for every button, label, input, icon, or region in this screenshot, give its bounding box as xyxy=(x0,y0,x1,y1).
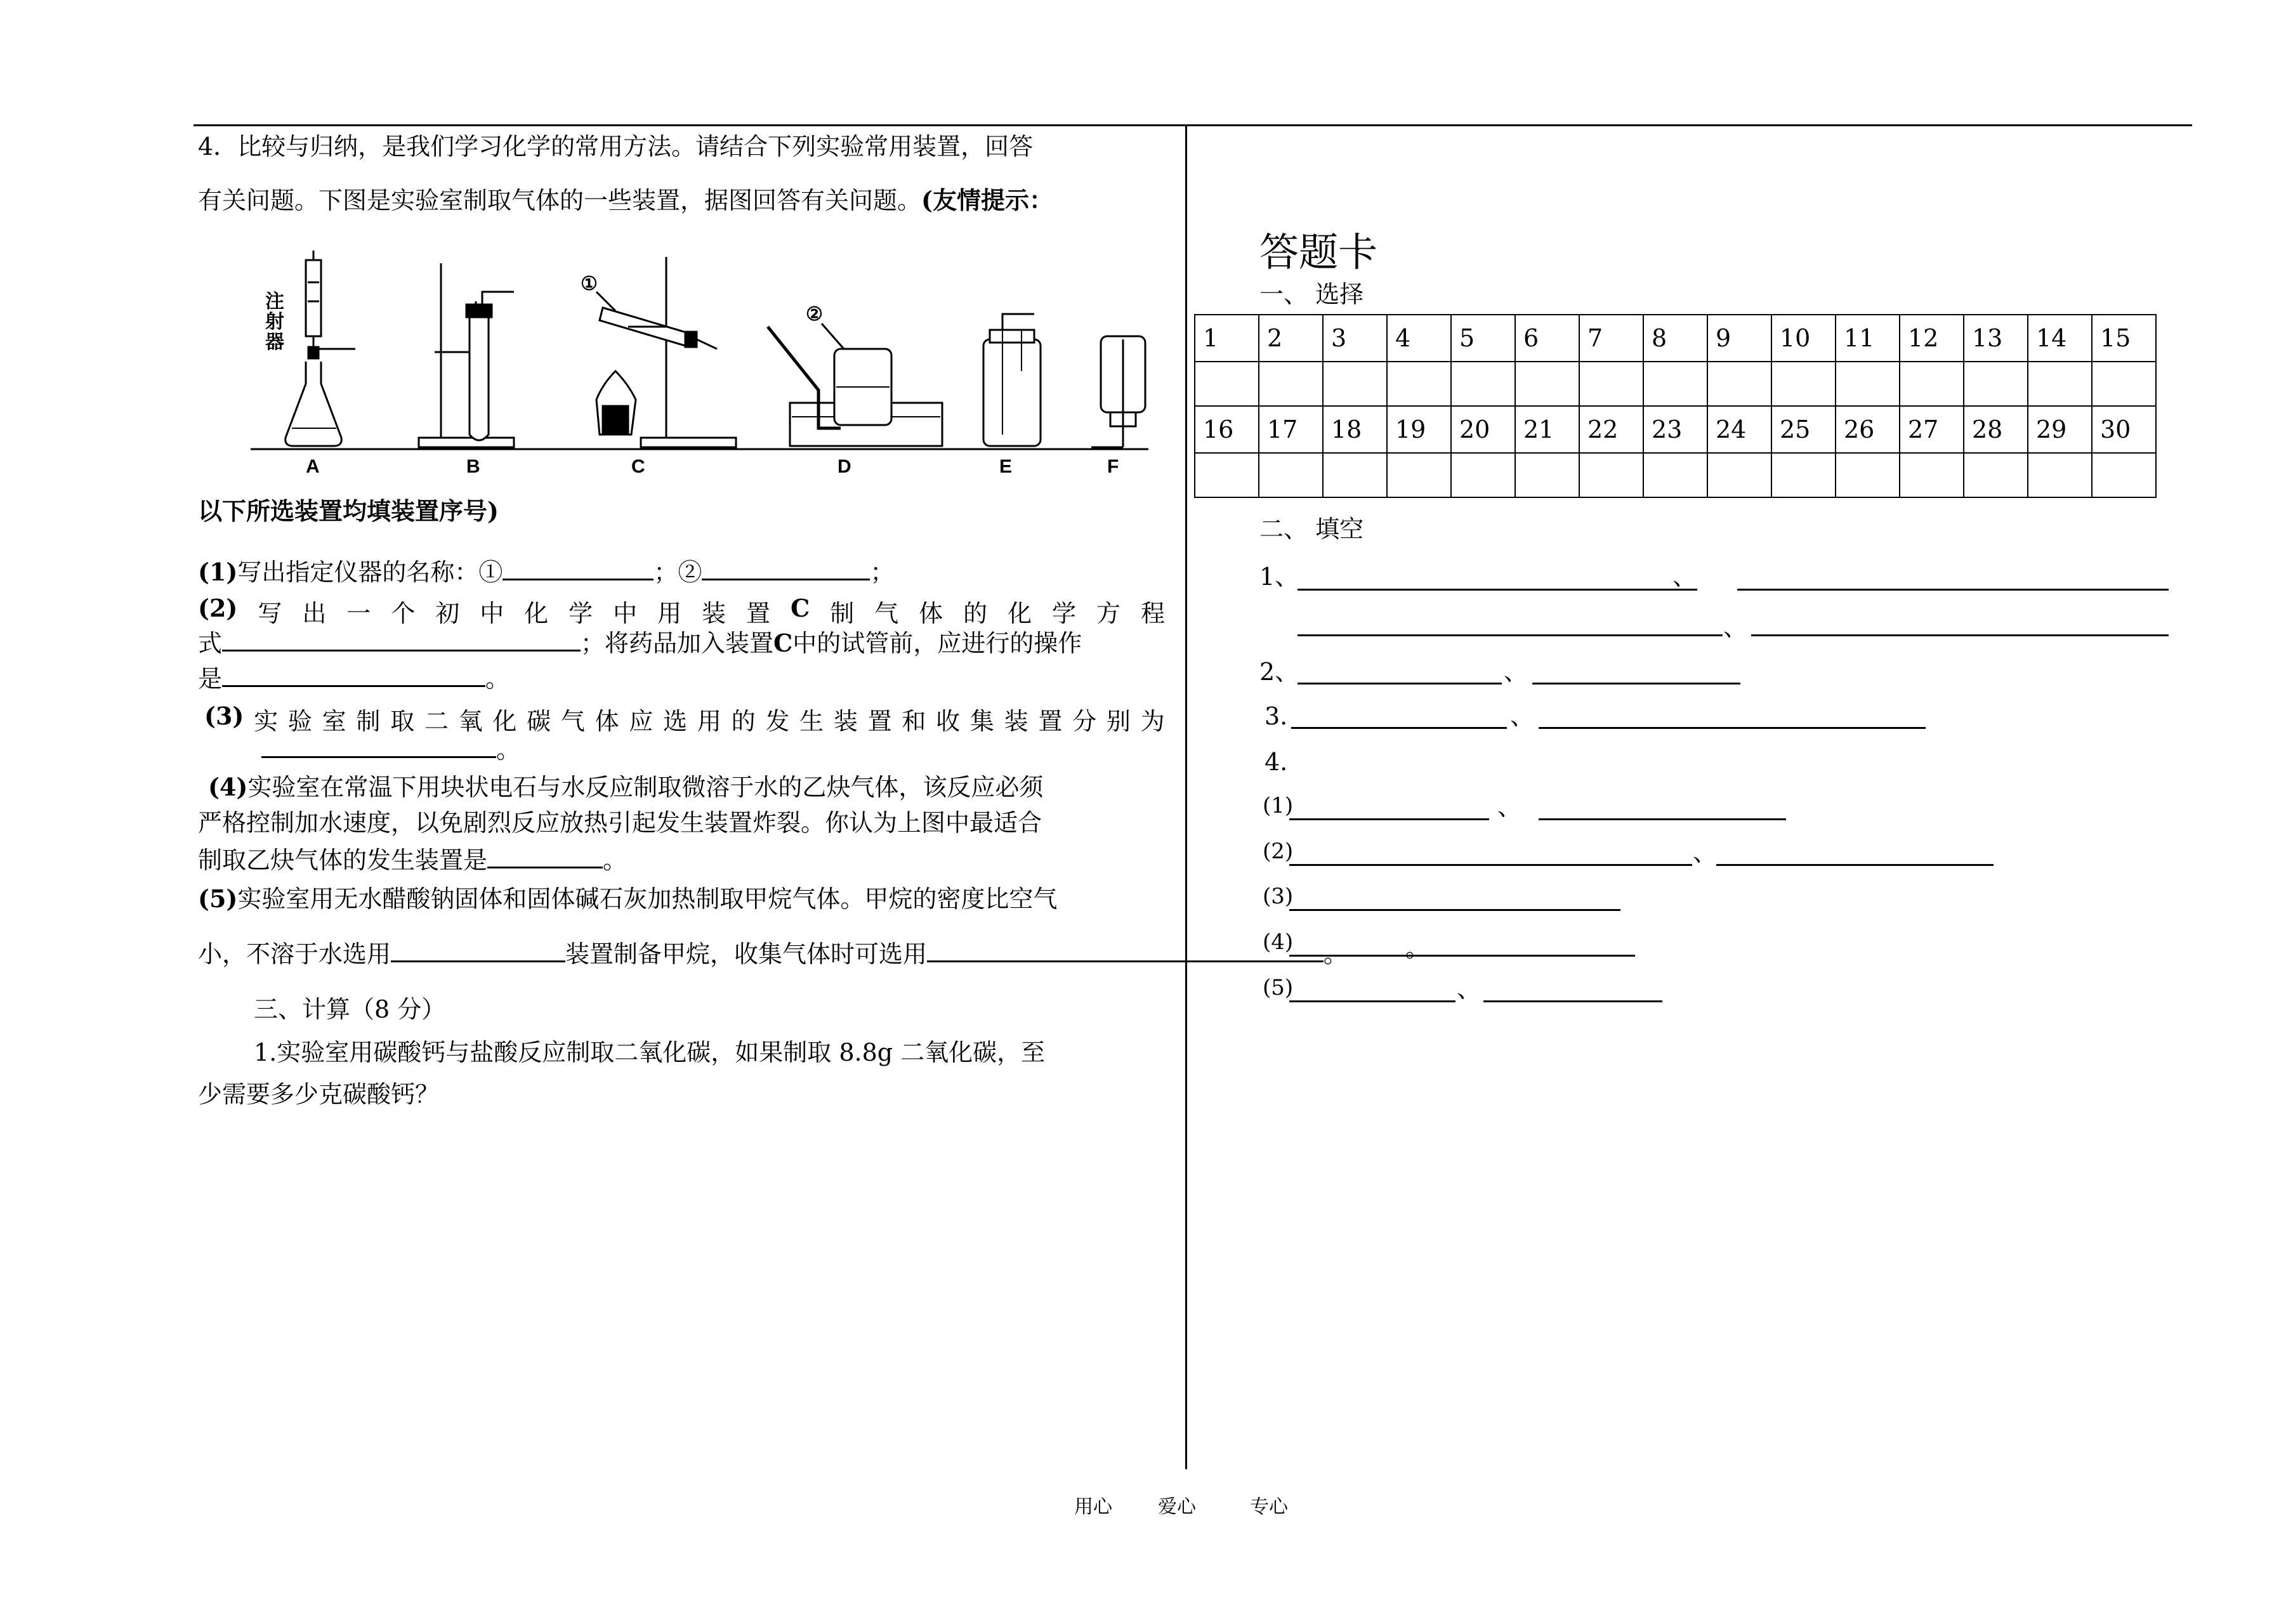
top-rule xyxy=(194,124,2192,126)
part-2-line2: 式 ；将药品加入装置C中的试管前，应进行的操作 xyxy=(198,629,1082,657)
q-number: 27 xyxy=(1900,406,1964,453)
q-number: 2 xyxy=(1259,315,1323,362)
q-number: 26 xyxy=(1836,406,1900,453)
blank-4-1 xyxy=(487,846,603,868)
answer-cell[interactable] xyxy=(1771,362,1836,406)
q-number: 13 xyxy=(1964,315,2028,362)
fill-4-1-sep: 、 xyxy=(1497,793,1522,821)
answer-cell[interactable] xyxy=(2028,362,2092,406)
apparatus-d xyxy=(768,304,942,446)
choice-answer-row-1 xyxy=(1195,362,2156,406)
part-4-line1: (4)实验室在常温下用块状电石与水反应制取微溶于水的乙炔气体，该反应必须 xyxy=(208,773,1044,801)
q-number: 14 xyxy=(2028,315,2092,362)
q4-line1: 4．比较与归纳，是我们学习化学的常用方法。请结合下列实验常用装置，回答 xyxy=(198,133,1034,160)
choice-number-row-2 xyxy=(1195,406,2156,453)
answer-cell[interactable] xyxy=(1836,362,1900,406)
answer-cell[interactable] xyxy=(1387,453,1451,497)
answer-cell[interactable] xyxy=(2092,453,2156,497)
q4-line2: 有关问题。下图是实验室制取气体的一些装置，据图回答有关问题。(友情提示： xyxy=(198,186,1053,214)
answer-cell[interactable] xyxy=(1323,453,1387,497)
q-number: 15 xyxy=(2092,315,2156,362)
q-number: 28 xyxy=(1964,406,2028,453)
answer-cell[interactable] xyxy=(1643,453,1707,497)
fill-4-5-blank-a[interactable] xyxy=(1289,1000,1455,1002)
section-3-title: 三、计算（8 分） xyxy=(254,995,446,1023)
part-1: (1)写出指定仪器的名称：① ；② ； xyxy=(198,558,895,586)
answer-cell[interactable] xyxy=(1964,362,2028,406)
part-5-line2: 小，不溶于水选用 装置制备甲烷，收集气体时可选用 。 xyxy=(198,940,1348,968)
fill-1-blank-b[interactable] xyxy=(1737,589,2169,591)
syringe-label-1: 注 xyxy=(265,291,284,312)
lab-apparatus-figure xyxy=(247,244,1161,479)
fill-1-label: 1、 xyxy=(1259,563,1299,591)
answer-cell[interactable] xyxy=(2028,453,2092,497)
answer-cell[interactable] xyxy=(1259,453,1323,497)
q-number: 22 xyxy=(1579,406,1643,453)
answer-cell[interactable] xyxy=(1707,453,1771,497)
q-number: 7 xyxy=(1579,315,1643,362)
part-2-line3: 是 。 xyxy=(198,665,510,693)
fill-2-blank-a[interactable] xyxy=(1298,683,1502,684)
q-number: 17 xyxy=(1259,406,1323,453)
fill-4-2-label: (2) xyxy=(1263,839,1294,864)
apparatus-f xyxy=(1091,336,1145,447)
calc-question-line1: 1.实验室用碳酸钙与盐酸反应制取二氧化碳，如果制取 8.8g 二氧化碳，至 xyxy=(254,1038,1046,1066)
choice-answer-grid xyxy=(1194,314,2157,498)
answer-cell[interactable] xyxy=(1836,453,1900,497)
apparatus-e xyxy=(983,314,1041,446)
fill-4-4-blank[interactable] xyxy=(1289,955,1635,957)
q-number: 19 xyxy=(1387,406,1451,453)
q-number: 8 xyxy=(1643,315,1707,362)
fill-1-blank-c[interactable] xyxy=(1298,634,1723,636)
part-3-line1: (3) 实 验 室 制 取 二 氧 化 碳 气 体 应 选 用 的 发 生 装 置 和 收 集 装 置 分 别 为 xyxy=(204,702,1165,735)
answer-cell[interactable] xyxy=(1323,362,1387,406)
answer-cell[interactable] xyxy=(1515,362,1579,406)
section-choice-title: 一、 选择 xyxy=(1259,280,1364,308)
fill-4-2-sep: 、 xyxy=(1693,839,1718,867)
part-2-line1: (2) 写 出 一 个 初 中 化 学 中 用 装 置 C 制 气 体 的 化 学 方 程 xyxy=(198,594,1165,627)
q-number: 18 xyxy=(1323,406,1387,453)
q-number: 4 xyxy=(1387,315,1451,362)
blank-1-2 xyxy=(702,558,870,580)
fill-1b-sep: 、 xyxy=(1723,613,1748,641)
fill-4-5-label: (5) xyxy=(1263,975,1294,1000)
label-a: A xyxy=(306,456,320,477)
q-number: 29 xyxy=(2028,406,2092,453)
q-number: 24 xyxy=(1707,406,1771,453)
fill-1-sep: 、 xyxy=(1672,563,1697,591)
answer-cell[interactable] xyxy=(1643,362,1707,406)
blank-3-1 xyxy=(261,736,496,758)
marker-2: ② xyxy=(806,304,823,325)
answer-cell[interactable] xyxy=(1387,362,1451,406)
answer-cell[interactable] xyxy=(1707,362,1771,406)
fill-3-blank-b[interactable] xyxy=(1539,727,1926,729)
column-divider xyxy=(1185,124,1187,1469)
apparatus-a xyxy=(265,251,355,446)
q-number: 10 xyxy=(1771,315,1836,362)
label-e: E xyxy=(999,456,1013,477)
label-c: C xyxy=(631,456,645,477)
part-4-line2: 严格控制加水速度，以免剧烈反应放热引起发生装置炸裂。你认为上图中最适合 xyxy=(198,809,1042,837)
answer-cell[interactable] xyxy=(1259,362,1323,406)
fill-1-blank-a[interactable] xyxy=(1298,589,1697,591)
syringe-label-2: 射 xyxy=(265,311,284,332)
answer-cell[interactable] xyxy=(1451,453,1515,497)
answer-cell[interactable] xyxy=(1195,453,1259,497)
blank-2-1 xyxy=(222,629,581,652)
fill-4-1-blank-a[interactable] xyxy=(1289,818,1489,820)
blank-5-1 xyxy=(391,940,565,962)
q4-line3: 以下所选装置均填装置序号) xyxy=(198,497,499,525)
q-number: 30 xyxy=(2092,406,2156,453)
fill-4-2-blank-a[interactable] xyxy=(1289,864,1692,866)
q-number: 3 xyxy=(1323,315,1387,362)
marker-1: ① xyxy=(581,273,598,294)
calc-question-line2: 少需要多少克碳酸钙？ xyxy=(198,1080,440,1108)
q-number: 5 xyxy=(1451,315,1515,362)
fill-4-1-blank-b[interactable] xyxy=(1539,818,1786,820)
apparatus-c xyxy=(581,257,736,447)
footer-word-2: 爱心 xyxy=(1158,1496,1196,1518)
part-3-line2: 。 xyxy=(261,736,520,762)
answer-cell[interactable] xyxy=(2092,362,2156,406)
blank-2-2 xyxy=(222,665,485,687)
answer-cell[interactable] xyxy=(1451,362,1515,406)
section-fill-title: 二、 填空 xyxy=(1259,515,1364,543)
fill-1-blank-d[interactable] xyxy=(1751,634,2169,636)
q-number: 6 xyxy=(1515,315,1579,362)
answer-card-title: 答题卡 xyxy=(1259,229,1378,275)
label-f: F xyxy=(1107,456,1119,477)
fill-4-2-blank-b[interactable] xyxy=(1716,864,1994,866)
q-number: 11 xyxy=(1836,315,1900,362)
q-number: 1 xyxy=(1195,315,1259,362)
q-number: 20 xyxy=(1451,406,1515,453)
q-number: 16 xyxy=(1195,406,1259,453)
answer-cell[interactable] xyxy=(1964,453,2028,497)
q-number: 23 xyxy=(1643,406,1707,453)
footer-word-3: 专心 xyxy=(1250,1496,1288,1518)
fill-4-1-label: (1) xyxy=(1263,793,1294,818)
q-number: 12 xyxy=(1900,315,1964,362)
answer-cell[interactable] xyxy=(1579,453,1643,497)
answer-cell[interactable] xyxy=(1771,453,1836,497)
footer-word-1: 用心 xyxy=(1074,1496,1112,1518)
fill-2-blank-b[interactable] xyxy=(1532,683,1740,684)
fill-4-label: 4. xyxy=(1265,748,1288,776)
fill-3-sep: 、 xyxy=(1510,702,1535,730)
choice-number-row-1 xyxy=(1195,315,2156,362)
blank-1-1 xyxy=(503,558,654,580)
fill-4-5-blank-b[interactable] xyxy=(1483,1000,1662,1002)
apparatus-b xyxy=(419,263,514,447)
fill-4-3-label: (3) xyxy=(1263,884,1294,909)
part-5-line1: (5)实验室用无水醋酸钠固体和固体碱石灰加热制取甲烷气体。甲烷的密度比空气 xyxy=(198,884,1058,913)
fill-2-sep: 、 xyxy=(1504,658,1528,686)
answer-cell[interactable] xyxy=(1579,362,1643,406)
part-4-line3: 制取乙炔气体的发生装置是 。 xyxy=(198,846,627,874)
q-number: 9 xyxy=(1707,315,1771,362)
fill-4-4-end: 。 xyxy=(1405,934,1430,962)
q-number: 21 xyxy=(1515,406,1579,453)
fill-4-4-label: (4) xyxy=(1263,929,1294,955)
label-b: B xyxy=(466,456,480,477)
answer-cell[interactable] xyxy=(1515,453,1579,497)
fill-3-blank-a[interactable] xyxy=(1291,727,1507,729)
fill-4-5-sep: 、 xyxy=(1457,975,1482,1003)
q-number: 25 xyxy=(1771,406,1836,453)
fill-3-label: 3. xyxy=(1265,702,1288,730)
syringe-label-3: 器 xyxy=(265,332,284,353)
fill-4-3-blank[interactable] xyxy=(1289,909,1620,911)
choice-answer-row-2 xyxy=(1195,453,2156,497)
fill-2-label: 2、 xyxy=(1259,658,1299,686)
answer-cell[interactable] xyxy=(1195,362,1259,406)
answer-cell[interactable] xyxy=(1900,453,1964,497)
answer-cell[interactable] xyxy=(1900,362,1964,406)
label-d: D xyxy=(838,456,851,477)
